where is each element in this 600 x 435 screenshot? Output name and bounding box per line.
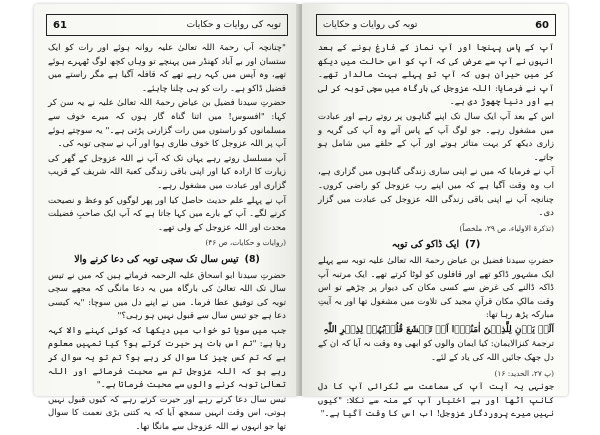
paragraph: آپ نے فرمایا کہ میں نے اپنی ساری زندگی گناہوں میں گزاری ہے، اب وہ وقت آگیا ہے کہ میں اپنے رب عزوجل کو راضی کروں۔ چنانچہ آپ نے اپنی باقی زندگی اللہ عزوجل کی عبادت میں گزار دی۔: [318, 167, 554, 219]
page-number: 60: [535, 19, 549, 31]
page-number: 61: [53, 19, 67, 31]
quran-verse: اَلَمۡ یَاۡنِ لِلَّذِیۡنَ اٰمَنُوۡۤا اَنۡ تَخۡشَعَ قُلُوۡبُہُمۡ لِذِکۡرِ اللّٰہِ: [323, 324, 554, 335]
paragraph: "چنانچہ آپ رحمۃ اللہ تعالیٰ علیہ روانہ ہوئے اور رات کو ایک ستسان اور بے آباد کھنڈر میں پہنچے تو وہاں کچھ لوگ ٹھہرے ہوئے تھے، وہ آپس میں کہہ رہے تھے کہ قافلہ آگیا ہے مگر راستے میں فضیل ڈاکو ہے۔ رات کو ہی چلنا چاہئے۔: [48, 43, 286, 94]
right-page: [302, 4, 568, 420]
citation: (تذکرۃ الاولیاء، ص ۲۹، ملخصاً): [459, 223, 554, 233]
paragraph: آپ مسلسل روتے رہے یہاں تک کہ آپ نے اللہ عزوجل کے گھر کی زیارت کا ارادہ کیا اور اپنی باقی زندگی کعبۃ اللہ شریف کے قریب گزاری اور عبادت میں مشغول رہے۔: [48, 153, 286, 191]
left-page: [34, 4, 298, 433]
right-page-body: [318, 42, 554, 420]
paragraph: آپ نے پہلے علم حدیث حاصل کیا اور پھر لوگوں کو وعظ و نصیحت کرنے لگے۔ آپ کے بارے میں کہا جاتا ہے کہ آپ ایک صاحبِ فضیلت محدث اور اللہ عزوجل کے ولی تھے۔: [48, 195, 286, 233]
running-title: توبہ کی روایات و حکایات: [323, 20, 418, 30]
left-page-body: [48, 42, 286, 433]
right-page-header: [316, 14, 556, 36]
story-number: (7): [465, 239, 481, 251]
paragraph: حضرتِ سیدنا فضیل بن عیاض رحمۃ اللہ تعالیٰ علیہ توبہ سے پہلے ایک مشہور ڈاکو تھے اور قافلوں کو لوٹا کرتے تھے۔ ایک مرتبہ آپ ڈاکہ ڈالنے کی غرض سے کسی مکان کی دیوار پر چڑھے تو اس وقت مالکِ مکان قرآنِ مجید کی تلاوت میں مشغول تھا اور یہ آیتِ مبارکہ پڑھ رہا تھا:: [318, 255, 554, 321]
paragraph: تیس سال دعا کرتے رہے اور حیرت کرتے رہے کہ کیوں قبول نہیں ہوتی، اس وقت انہیں سمجھ آیا کہ یہ کتنی بڑی نعمت کا سوال تھا جو انہوں نے اللہ عزوجل سے مانگا تھا۔: [48, 394, 286, 433]
paragraph: جونہی یہ آیت آپ کی سماعت سے ٹکرائی آپ کا دل کانپ اٹھا اور بے اختیار آپ کے منہ سے نکلا: "کیوں نہیں میرے پروردگار عزوجل! اب اس کا وقت آگیا ہے۔": [318, 382, 554, 420]
paragraph: اس کے بعد آپ ایک سال تک اپنے گناہوں پر روتے رہے اور عبادت میں مشغول رہے۔ جو لوگ آپ کے پاس آتے وہ آپ کی گریہ و زاری دیکھ کر بہت متاثر ہوتے اور آپ کے حلقے میں شامل ہو جاتے۔: [318, 111, 554, 163]
paragraph: جب میں سویا تو خواب میں دیکھا کہ کوئی کہنے والا کہہ رہا ہے: "تم اس بات پر حیرت کرتے ہو؟ کیا تمہیں معلوم ہے کہ تم کس چیز کا سوال کر رہے ہو؟ تم تو یہ سوال کر رہے ہو کہ اللہ عزوجل تم سے محبت فرمائے اور اللہ تعالیٰ توبہ کرنے والوں سے محبت فرماتا ہے۔": [48, 325, 286, 391]
running-title: توبہ کی روایات و حکایات: [186, 20, 281, 30]
story-number: (8): [244, 253, 260, 265]
paragraph: حضرتِ سیدنا ابو اسحاق علیہ الرحمہ فرماتے ہیں کہ میں نے تیس سال تک اللہ تعالیٰ کی بارگاہ میں یہ دعا مانگی کہ مجھے سچی توبہ کی توفیق عطا فرما۔ میں نے اپنے دل میں سوچا: "یہ کیسی دعا ہے جو تیس سال سے قبول نہیں ہو رہی؟": [48, 270, 286, 322]
story-heading: [318, 238, 554, 252]
story-title: تیس سال تک سچی توبہ کی دعا کرنے والا: [74, 253, 239, 265]
left-page-header: [46, 14, 288, 36]
paragraph: حضرتِ سیدنا فضیل بن عیاض رحمۃ اللہ تعالیٰ علیہ نے یہ سن کر کہا: "افسوس! میں اتنا گناہ گار ہوں کہ میرے خوف سے مسلمانوں کو راستوں میں رات گزارنی پڑتی ہے۔" یہ سوچتے ہوئے آپ پر اللہ عزوجل کا خوف طاری ہوا اور آپ نے سچی توبہ کی۔: [48, 98, 286, 150]
verse-translation: ترجمۂ کنزالایمان: کیا ایمان والوں کو ابھی وہ وقت نہ آیا کہ ان کے دل جھک جائیں اللہ کی یاد کے لئے۔: [318, 339, 554, 364]
paragraph: آپ کے پاس پہنچا اور آپ نماز کے فارغ ہونے کے بعد انہوں نے آپ سے عرض کی کہ آپ کو اس حالت میں دیکھ کر میں حیران ہوں کہ آپ تو پہلے بہت مالدار تھے۔ آپ نے فرمایا: اللہ عزوجل کی بارگاہ میں سچی توبہ کر لی ہے اور دنیا چھوڑ دی ہے۔: [318, 43, 554, 108]
citation: (روایات و حکایات، ص ۴۶): [205, 238, 286, 248]
story-heading: [48, 253, 286, 267]
citation: (پ ۲۷، الحدید: ۱۶): [494, 368, 554, 378]
story-title: ایک ڈاکو کی توبہ: [391, 239, 460, 251]
